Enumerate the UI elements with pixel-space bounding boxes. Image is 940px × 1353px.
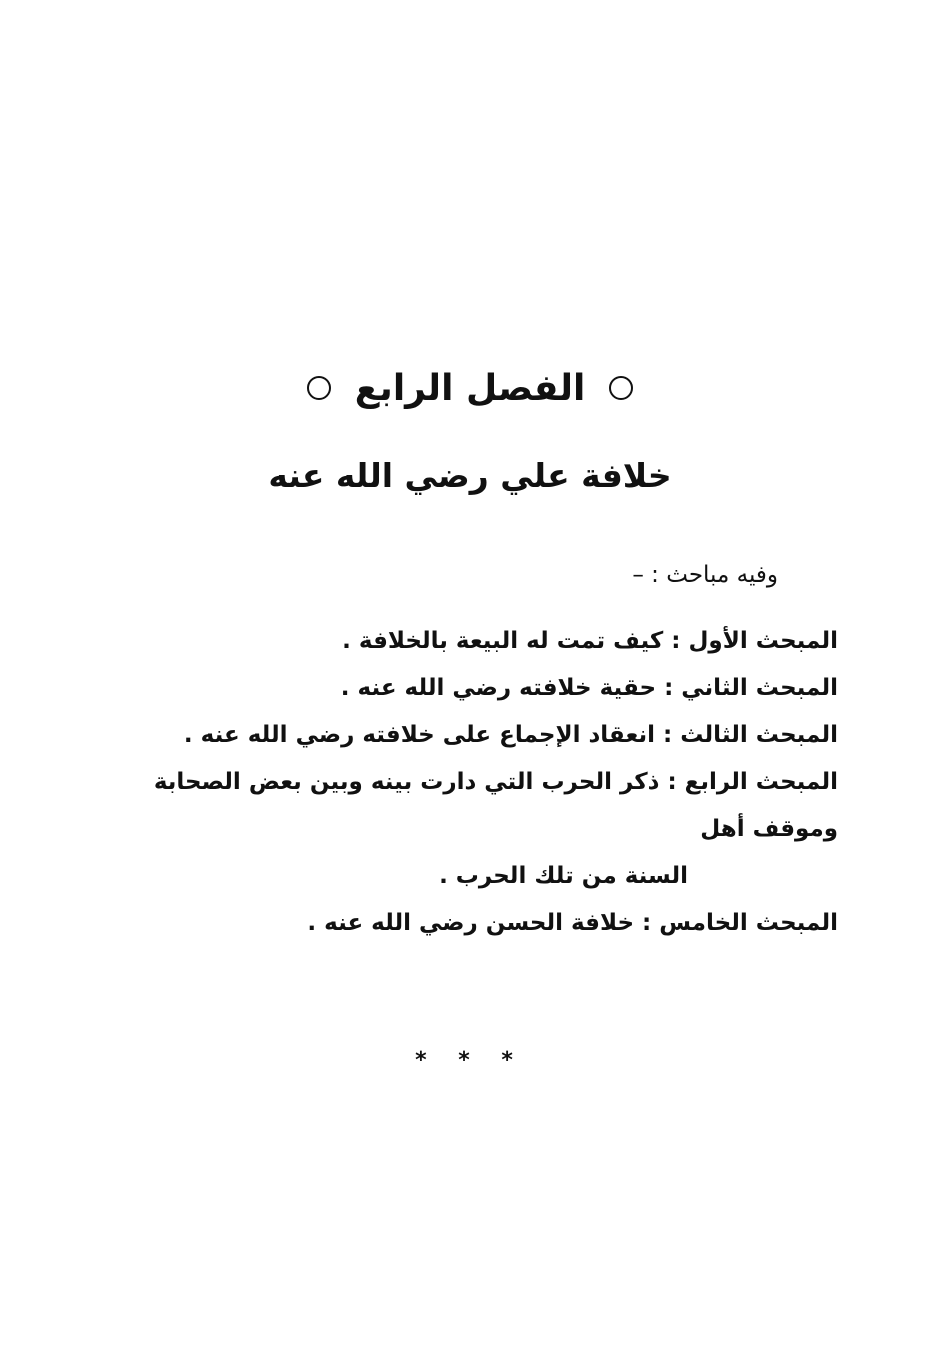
- sections-intro: وفيه مباحث : –: [632, 562, 778, 588]
- section-separator: * * *: [415, 1048, 525, 1073]
- section-item-4-text: المبحث الرابع : ذكر الحرب التي دارت بينه وبين بعض الصحابة وموقف أهل: [153, 769, 838, 842]
- section-item-4-continuation: السنة من تلك الحرب .: [439, 863, 688, 889]
- chapter-heading-text: الفصل الرابع: [354, 367, 586, 409]
- section-item-5: المبحث الخامس : خلافة الحسن رضي الله عنه .: [307, 910, 838, 936]
- section-item-4: [138, 759, 838, 900]
- section-item-2: المبحث الثاني : حقية خلافته رضي الله عنه .: [340, 675, 838, 701]
- circle-ornament-right-icon: [609, 376, 633, 400]
- chapter-heading: [0, 360, 940, 416]
- section-item-3: المبحث الثالث : انعقاد الإجماع على خلافته رضي الله عنه .: [183, 722, 838, 748]
- chapter-title: خلافة علي رضي الله عنه: [268, 456, 672, 495]
- section-item-1: المبحث الأول : كيف تمت له البيعة بالخلافة .: [342, 628, 838, 654]
- circle-ornament-left-icon: [307, 376, 331, 400]
- sections-list: [138, 618, 838, 947]
